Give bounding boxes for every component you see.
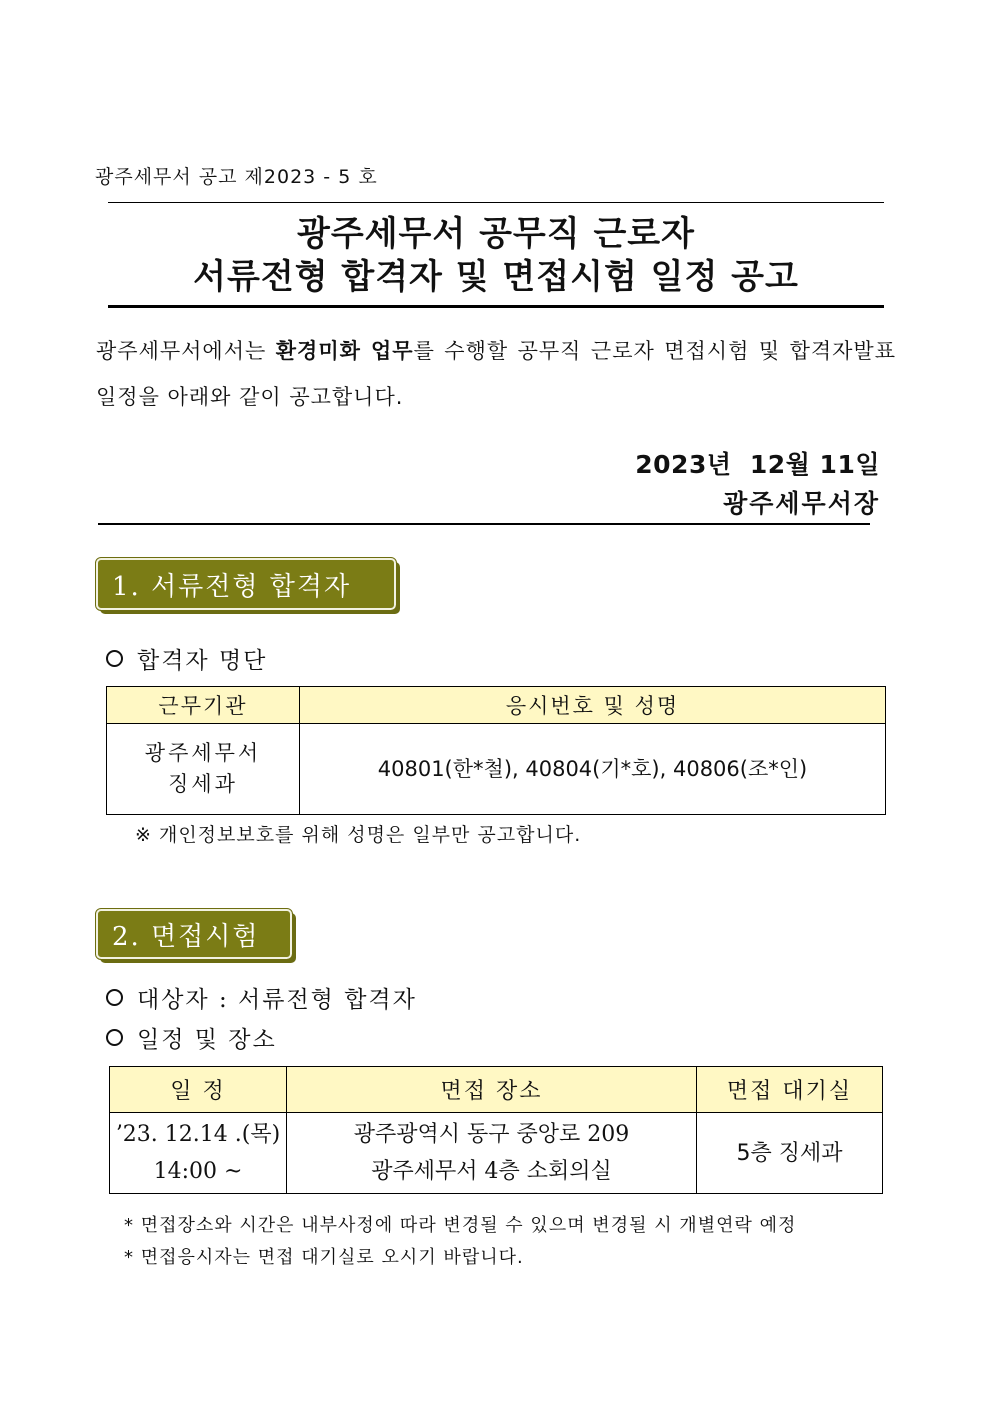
- section2-bullet-target: [106, 981, 417, 1014]
- bullet-text: 일정 및 장소: [137, 1027, 277, 1053]
- schedule-cell: [110, 1113, 287, 1194]
- interview-table: [109, 1066, 883, 1194]
- notice-number: 광주세무서 공고 제2023 - 5 호: [95, 166, 378, 188]
- table-row: [110, 1113, 883, 1194]
- org-cell: [107, 724, 300, 815]
- schedule-time: 14:00 ~: [153, 1159, 243, 1184]
- names-cell: 40801(한*철), 40804(기*호), 40806(조*인): [300, 724, 886, 815]
- passers-table: [106, 686, 886, 815]
- bullet-text: 합격자 명단: [137, 648, 268, 674]
- org-line1: 광주세무서: [144, 741, 262, 765]
- header-divider: [98, 523, 870, 525]
- intro-bold-duty: 환경미화 업무: [275, 338, 414, 363]
- header-org: 근무기관: [107, 687, 300, 724]
- header-place: 면접 장소: [287, 1067, 697, 1113]
- section2-bullet-schedule: [106, 1021, 277, 1054]
- table-header-row: [110, 1067, 883, 1113]
- header-schedule: 일 정: [110, 1067, 287, 1113]
- header-waiting-room: 면접 대기실: [697, 1067, 883, 1113]
- top-divider: [108, 202, 884, 203]
- waiting-room-cell: 5층 징세과: [697, 1113, 883, 1194]
- circle-bullet-icon: [106, 989, 123, 1006]
- header-names: 응시번호 및 성명: [300, 687, 886, 724]
- schedule-date: ’23. 12.14 .(목): [115, 1122, 281, 1147]
- intro-text-2: 를 수행할 공무직 근로자 면접시험 및 합격자발표일정을 아래와 같이 공고합니다.: [96, 339, 896, 409]
- section2-heading: 2. 면접시험: [96, 909, 292, 959]
- intro-text-1: 광주세무서에서는: [96, 339, 276, 363]
- table-row: [107, 724, 886, 815]
- section1-heading: 1. 서류전형 합격자: [96, 558, 396, 610]
- circle-bullet-icon: [106, 1029, 123, 1046]
- section1-bullet: [106, 642, 267, 675]
- place-cell: [287, 1113, 697, 1194]
- change-note: * 면접장소와 시간은 내부사정에 따라 변경될 수 있으며 변경될 시 개별연락 예정: [124, 1215, 797, 1236]
- bullet-text: 대상자 : 서류전형 합격자: [137, 987, 417, 1013]
- intro-paragraph: [96, 328, 896, 420]
- org-line2: 징세과: [168, 772, 238, 796]
- notice-date: 2023년 12월 11일: [635, 450, 880, 479]
- privacy-note: ※ 개인정보보호를 위해 성명은 일부만 공고합니다.: [135, 824, 582, 846]
- waiting-room-note: * 면접응시자는 면접 대기실로 오시기 바랍니다.: [124, 1247, 524, 1268]
- page-title-line2: 서류전형 합격자 및 면접시험 일정 공고: [193, 257, 799, 297]
- circle-bullet-icon: [106, 650, 123, 667]
- issuer-name: 광주세무서장: [723, 489, 880, 518]
- place-room: 광주세무서 4층 소회의실: [371, 1159, 612, 1184]
- place-address: 광주광역시 동구 중앙로 209: [353, 1122, 630, 1147]
- table-header-row: [107, 687, 886, 724]
- title-divider: [108, 305, 884, 308]
- page-title-line1: 광주세무서 공무직 근로자: [297, 214, 695, 254]
